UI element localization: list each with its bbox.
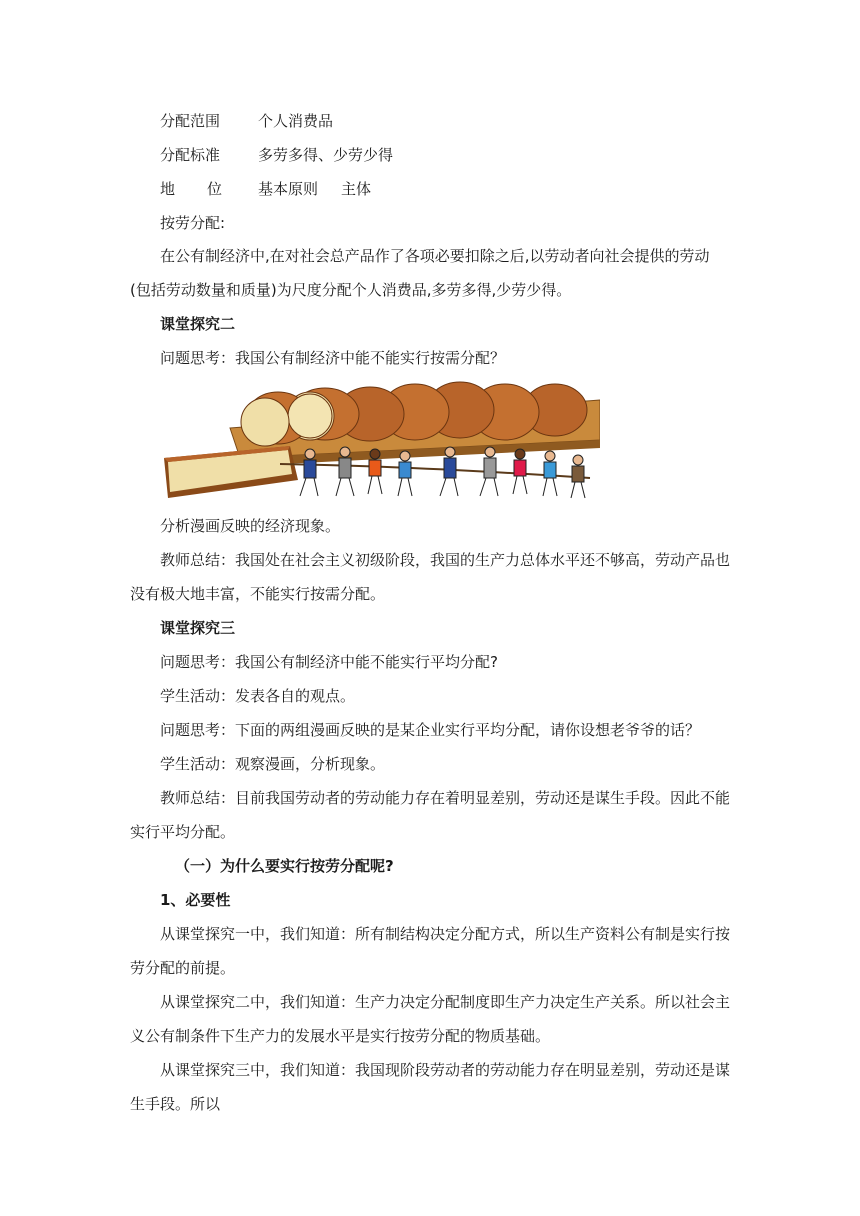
section3-summary-1: 教师总结：目前我国劳动者的劳动能力存在着明显差别，劳动还是谋生手段。因此不能 (160, 789, 731, 807)
definition-heading: 按劳分配: (160, 214, 226, 232)
definition-text-2: (包括劳动数量和质量)为尺度分配个人消费品,多劳多得,少劳少得。 (130, 281, 572, 299)
section2-question: 问题思考：我国公有制经济中能不能实行按需分配？ (160, 349, 506, 367)
necessity-p1-1: 从课堂探究一中，我们知道：所有制结构决定分配方式，所以生产资料公有制是实行按 (160, 925, 731, 943)
row-label: 分配范围 (160, 112, 221, 130)
bread-tug-of-war-cartoon (160, 380, 600, 502)
row-status (160, 178, 371, 200)
section3-activity-1: 学生活动：发表各自的观点。 (160, 687, 356, 705)
row-distribution-standard (160, 144, 393, 166)
section3-activity-2: 学生活动：观察漫画，分析现象。 (160, 755, 386, 773)
necessity-p2-2: 义公有制条件下生产力的发展水平是实行按劳分配的物质基础。 (130, 1027, 551, 1045)
section3-title: 课堂探究三 (160, 619, 236, 637)
section3-question-2: 问题思考：下面的两组漫画反映的是某企业实行平均分配，请你设想老爷爷的话？ (160, 721, 701, 739)
row-value: 基本原则 (258, 180, 319, 198)
row-label: 分配标准 (160, 146, 221, 164)
row-distribution-scope (160, 110, 333, 132)
necessity-p3-1: 从课堂探究三中，我们知道：我国现阶段劳动者的劳动能力存在明显差别，劳动还是谋 (160, 1061, 731, 1079)
row-value: 个人消费品 (258, 112, 334, 130)
section2-summary-1: 教师总结：我国处在社会主义初级阶段，我国的生产力总体水平还不够高，劳动产品也 (160, 551, 731, 569)
row-label: 地位 (160, 180, 255, 198)
section2-title: 课堂探究二 (160, 315, 236, 333)
part1-subheading: 1、必要性 (160, 891, 231, 909)
necessity-p1-2: 劳分配的前提。 (130, 959, 236, 977)
section2-summary-2: 没有极大地丰富，不能实行按需分配。 (130, 585, 386, 603)
definition-text-1: 在公有制经济中,在对社会总产品作了各项必要扣除之后,以劳动者向社会提供的劳动 (160, 247, 710, 265)
section3-summary-2: 实行平均分配。 (130, 823, 236, 841)
necessity-p2-1: 从课堂探究二中，我们知道：生产力决定分配制度即生产力决定生产关系。所以社会主 (160, 993, 731, 1011)
row-value: 多劳多得、少劳少得 (258, 146, 394, 164)
part1-heading: （一）为什么要实行按劳分配呢? (175, 857, 394, 875)
row-value-2: 主体 (341, 180, 372, 198)
necessity-p3-2: 生手段。所以 (130, 1095, 221, 1113)
section2-caption: 分析漫画反映的经济现象。 (160, 517, 341, 535)
section3-question-1: 问题思考：我国公有制经济中能不能实行平均分配? (160, 653, 498, 671)
